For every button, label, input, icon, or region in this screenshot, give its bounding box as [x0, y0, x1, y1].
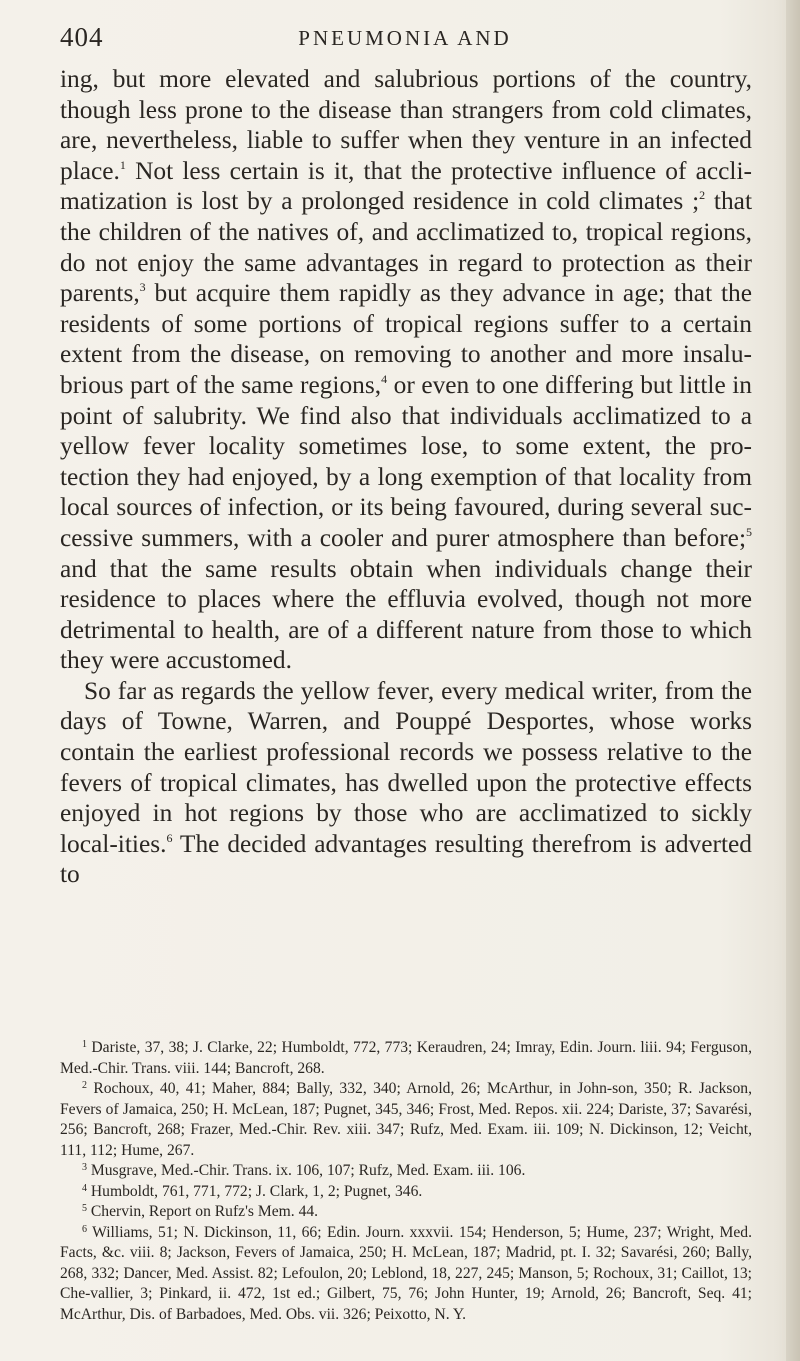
main-text [60, 64, 752, 890]
footnote [60, 1202, 752, 1223]
footnote [60, 1038, 752, 1079]
footnote-ref: 1 [119, 157, 126, 172]
text-run: and that the same results obtain when individuals change their residence to places where the effluvia evolved, though not more detrimental to health, are of a different nature from those to which they were accustomed. [60, 554, 752, 675]
running-head: PNEUMONIA AND [298, 26, 512, 50]
footnote-ref: 3 [139, 280, 146, 295]
text-run: The decided advantages resulting therefrom is adverted to [60, 829, 752, 889]
text-run: but acquire them rapidly as they advance in age; that the residents of some portions of tropical regions suffer to a certain extent from the disease, on removing to another and more insalu-brious part of the same regions, [60, 279, 752, 399]
footnote [60, 1182, 752, 1203]
footnote-mark: 1 [82, 1039, 87, 1050]
footnote-text: Rochoux, 40, 41; Maher, 884; Bally, 332, 340; Arnold, 26; McArthur, in John-son, 350; R. Jackson, Fevers of Jamaica, 250; H. McLean, 187; Pugnet, 345, 346; Frost, Med. Repos. xii. 224; Dariste, 37; Savarési, 256; Bancroft, 268; Frazer, Med.-Chir. Rev. xiii. 347; Rufz, Med. Exam. iii. 109; N. Dickinson, 12; Veicht, 111, 112; Hume, 267. [60, 1080, 752, 1159]
footnote-mark: 4 [82, 1182, 87, 1194]
footnote-text: Dariste, 37, 38; J. Clarke, 22; Humboldt, 772, 773; Keraudren, 24; Imray, Edin. Journ. liii. 94; Ferguson, Med.-Chir. Trans. viii. 144; Bancroft, 268. [60, 1039, 752, 1077]
footnote-mark: 6 [82, 1223, 87, 1235]
footnote-ref: 6 [166, 830, 173, 845]
footnote-ref: 2 [699, 188, 706, 203]
text-run: So far as regards the yellow fever, every medical writer, from the days of Towne, Warren, and Pouppé Desportes, whose works contain the earliest professional records we possess relative to the fevers of tropical climates, has dwelled upon the protective effects enjoyed in hot regions by those who are acclimatized to sickly local-ities. [60, 676, 752, 858]
paragraph-1 [60, 64, 752, 676]
footnote-text: Humboldt, 761, 771, 772; J. Clark, 1, 2; Pugnet, 346. [87, 1182, 423, 1200]
footnote [60, 1161, 752, 1182]
footnote-text: Chervin, Report on Rufz's Mem. 44. [87, 1203, 319, 1220]
text-run: or even to one differing but little in point of salubrity. We find also that individuals acclimatized to a yellow fever locality sometimes lose, to some extent, the pro-tection they had enjoyed, by a long exemption of that locality from local sources of infection, or its being favoured, during several suc-cessive summers, with a cooler and purer atmosphere than before; [60, 370, 753, 552]
text-run: that the children of the natives of, and acclimatized to, tropical regions, do not enjoy the same advantages in regard to protection as their parents, [60, 187, 753, 308]
paragraph-2 [60, 676, 752, 890]
text-run: ing, but more elevated and salubrious portions of the country, though less prone to the disease than strangers from cold climates, are, nevertheless, liable to suffer when they venture in an infected place. [60, 65, 752, 185]
footnote-text: Williams, 51; N. Dickinson, 11, 66; Edin. Journ. xxxvii. 154; Henderson, 5; Hume, 237; Wright, Med. Facts, &c. viii. 8; Jackson, Fevers of Jamaica, 250; H. McLean, 187; Madrid, pt. I. 32; Savarési, 260; Bally, 268, 332; Dancer, Med. Assist. 82; Lefoulon, 20; Leblond, 18, 227, 245; Manson, 5; Rochoux, 31; Caillot, 13; Che-vallier, 3; Pinkard, ii. 472, 1st ed.; Gilbert, 75, 76; John Hunter, 19; Arnold, 26; Bancroft, Seq. 41; McArthur, Dis. of Barbadoes, Med. Obs. vii. 326; Peixotto, N. Y. [60, 1223, 752, 1323]
footnote-ref: 4 [381, 371, 388, 386]
page-header [60, 22, 750, 56]
page-number: 404 [60, 22, 104, 52]
footnote [60, 1079, 752, 1161]
text-run: Not less certain is it, that the protective influence of accli-matization is lost by a prolonged residence in cold climates ; [60, 156, 752, 216]
page-edge-shadow [786, 0, 800, 1361]
footnote-mark: 2 [82, 1080, 87, 1091]
footnote [60, 1223, 752, 1326]
footnote-mark: 3 [82, 1162, 87, 1173]
footnotes [60, 1038, 752, 1325]
footnote-text: Musgrave, Med.-Chir. Trans. ix. 106, 107; Rufz, Med. Exam. iii. 106. [87, 1162, 526, 1179]
footnote-mark: 5 [82, 1203, 87, 1214]
footnote-ref: 5 [746, 524, 752, 539]
